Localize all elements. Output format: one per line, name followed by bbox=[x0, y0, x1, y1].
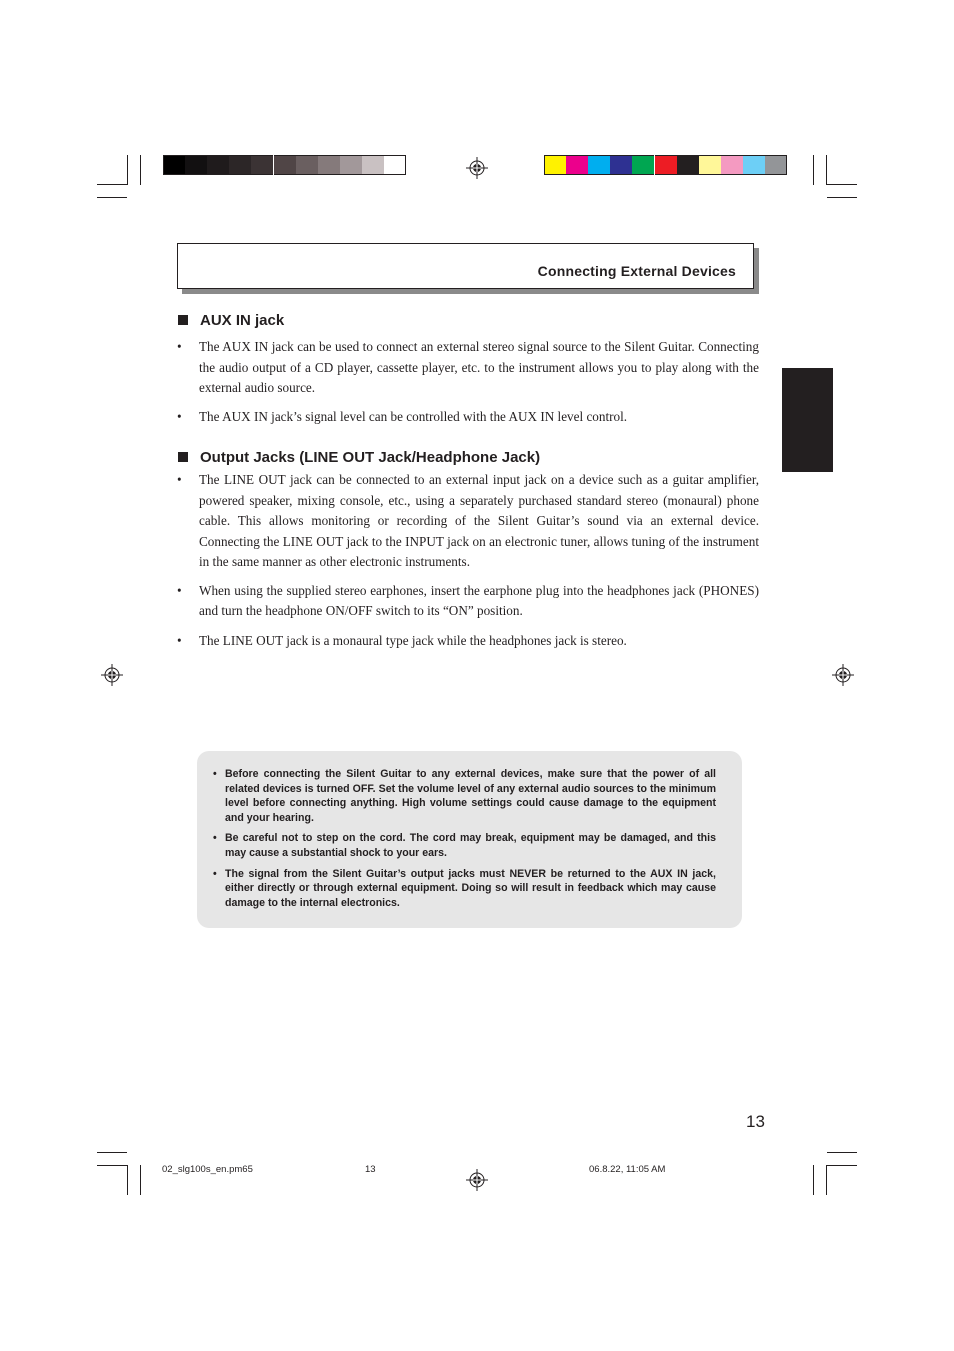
registration-mark-icon bbox=[466, 157, 488, 179]
section-heading bbox=[177, 310, 759, 330]
color-swatch bbox=[721, 155, 743, 175]
caution-list bbox=[197, 751, 742, 910]
chapter-title: Connecting External Devices bbox=[537, 263, 736, 279]
chapter-side-tab bbox=[782, 368, 833, 472]
color-swatch bbox=[765, 155, 787, 175]
color-swatch bbox=[588, 155, 610, 175]
caution-item-text: The signal from the Silent Guitar’s output jacks must NEVER be returned to the AUX IN jack, either directly or through external equipment. Doing so will result in feedback which may cause damage to the internal electronics. bbox=[225, 867, 716, 909]
list-item: • The AUX IN jack can be used to connect an external stereo signal source to the Silent Guitar. Connecting the audio output of a CD player, cassette player, etc. to the instrument allows you to play along with the external audio source. bbox=[177, 339, 759, 395]
color-swatch bbox=[384, 155, 406, 175]
caution-item-text: Before connecting the Silent Guitar to any external devices, make sure that the power of all related devices is turned OFF. Set the volume level of any external audio sources to the minimum level before connecting anything. High volume settings could cause damage to the equipment and your hearing. bbox=[225, 768, 716, 824]
section-heading-text: AUX IN jack bbox=[200, 311, 285, 329]
caution-item: • The signal from the Silent Guitar’s output jacks must NEVER be returned to the AUX IN jack, either directly or through external equipment. Doing so will result in feedback which may cause damage to the internal electronics. bbox=[213, 867, 716, 909]
color-swatch bbox=[274, 155, 296, 175]
color-swatch bbox=[566, 155, 588, 175]
list-item: • The LINE OUT jack is a monaural type jack while the headphones jack is stereo. bbox=[177, 632, 627, 648]
caution-item-text: Be careful not to step on the cord. The cord may break, equipment may be damaged, and this may cause a substantial shock to your ears. bbox=[225, 832, 716, 859]
list-item-text: The LINE OUT jack is a monaural type jack while the headphones jack is stereo. bbox=[199, 632, 627, 648]
color-swatch bbox=[655, 155, 677, 175]
color-swatch bbox=[207, 155, 229, 175]
bullet-list bbox=[177, 337, 759, 427]
list-item: • The AUX IN jack’s signal level can be controlled with the AUX IN level control. bbox=[177, 408, 628, 424]
list-item: • When using the supplied stereo earphones, insert the earphone plug into the headphones jack (PHONES) and turn the headphone ON/OFF switch to its “ON” position. bbox=[177, 582, 759, 618]
registration-mark-icon bbox=[832, 664, 854, 686]
section-output-jacks bbox=[177, 447, 759, 651]
color-swatch bbox=[544, 155, 566, 175]
color-swatch bbox=[296, 155, 318, 175]
page-number: 13 bbox=[746, 1112, 765, 1131]
color-swatch bbox=[743, 155, 765, 175]
color-swatch bbox=[362, 155, 384, 175]
color-swatch bbox=[229, 155, 251, 175]
footer-timestamp: 06.8.22, 11:05 AM bbox=[589, 1164, 666, 1175]
color-swatch bbox=[251, 155, 273, 175]
list-item-text: The AUX IN jack’s signal level can be controlled with the AUX IN level control. bbox=[199, 408, 628, 424]
section-heading bbox=[177, 447, 759, 467]
bullet-list bbox=[177, 470, 759, 651]
list-item-text: The AUX IN jack can be used to connect an external stereo signal source to the Silent Guitar. Connecting the audio output of a CD player, cassette player, etc. to the instrument allows you to play along with the external audio source. bbox=[199, 339, 759, 395]
color-swatch bbox=[163, 155, 185, 175]
square-bullet-icon bbox=[178, 315, 188, 325]
square-bullet-icon bbox=[178, 452, 188, 462]
color-swatch bbox=[699, 155, 721, 175]
color-swatch bbox=[677, 155, 699, 175]
color-swatch bbox=[632, 155, 654, 175]
section-heading-text: Output Jacks (LINE OUT Jack/Headphone Jack) bbox=[200, 448, 541, 466]
color-swatch bbox=[340, 155, 362, 175]
registration-mark-icon bbox=[466, 1169, 488, 1191]
color-swatch bbox=[185, 155, 207, 175]
color-swatch bbox=[610, 155, 632, 175]
color-swatch bbox=[318, 155, 340, 175]
footer-page: 13 bbox=[365, 1164, 376, 1175]
footer-filename: 02_slg100s_en.pm65 bbox=[162, 1164, 253, 1175]
chapter-header-box bbox=[177, 243, 754, 289]
list-item-text: The LINE OUT jack can be connected to an external input jack on a device such as a guitar amplifier, powered speaker, mixing console, etc., using a separately purchased standard stereo (monaural) phone cable. This allows monitoring or recording of the Silent Guitar’s sound via an external device. Connecting the LINE OUT jack to the INPUT jack on an electronic tuner, allows tuning of the instrument in the same manner as other electronic instruments. bbox=[199, 472, 759, 569]
list-item-text: When using the supplied stereo earphones, insert the earphone plug into the headphones jack (PHONES) and turn the headphone ON/OFF switch to its “ON” position. bbox=[199, 582, 759, 618]
caution-item: • Before connecting the Silent Guitar to any external devices, make sure that the power of all related devices is turned OFF. Set the volume level of any external audio sources to the minimum level before connecting anything. High volume settings could cause damage to the equipment and your hearing. bbox=[213, 768, 716, 824]
caution-item: • Be careful not to step on the cord. The cord may break, equipment may be damaged, and this may cause a substantial shock to your ears. bbox=[213, 832, 716, 859]
caution-box bbox=[197, 751, 742, 928]
list-item: • The LINE OUT jack can be connected to an external input jack on a device such as a guitar amplifier, powered speaker, mixing console, etc., using a separately purchased standard stereo (monaural) phone cable. This allows monitoring or recording of the Silent Guitar’s sound via an external device. Connecting the LINE OUT jack to the INPUT jack on an electronic tuner, allows tuning of the instrument in the same manner as other electronic instruments. bbox=[177, 472, 759, 569]
registration-mark-icon bbox=[101, 664, 123, 686]
section-aux-in bbox=[177, 310, 759, 427]
